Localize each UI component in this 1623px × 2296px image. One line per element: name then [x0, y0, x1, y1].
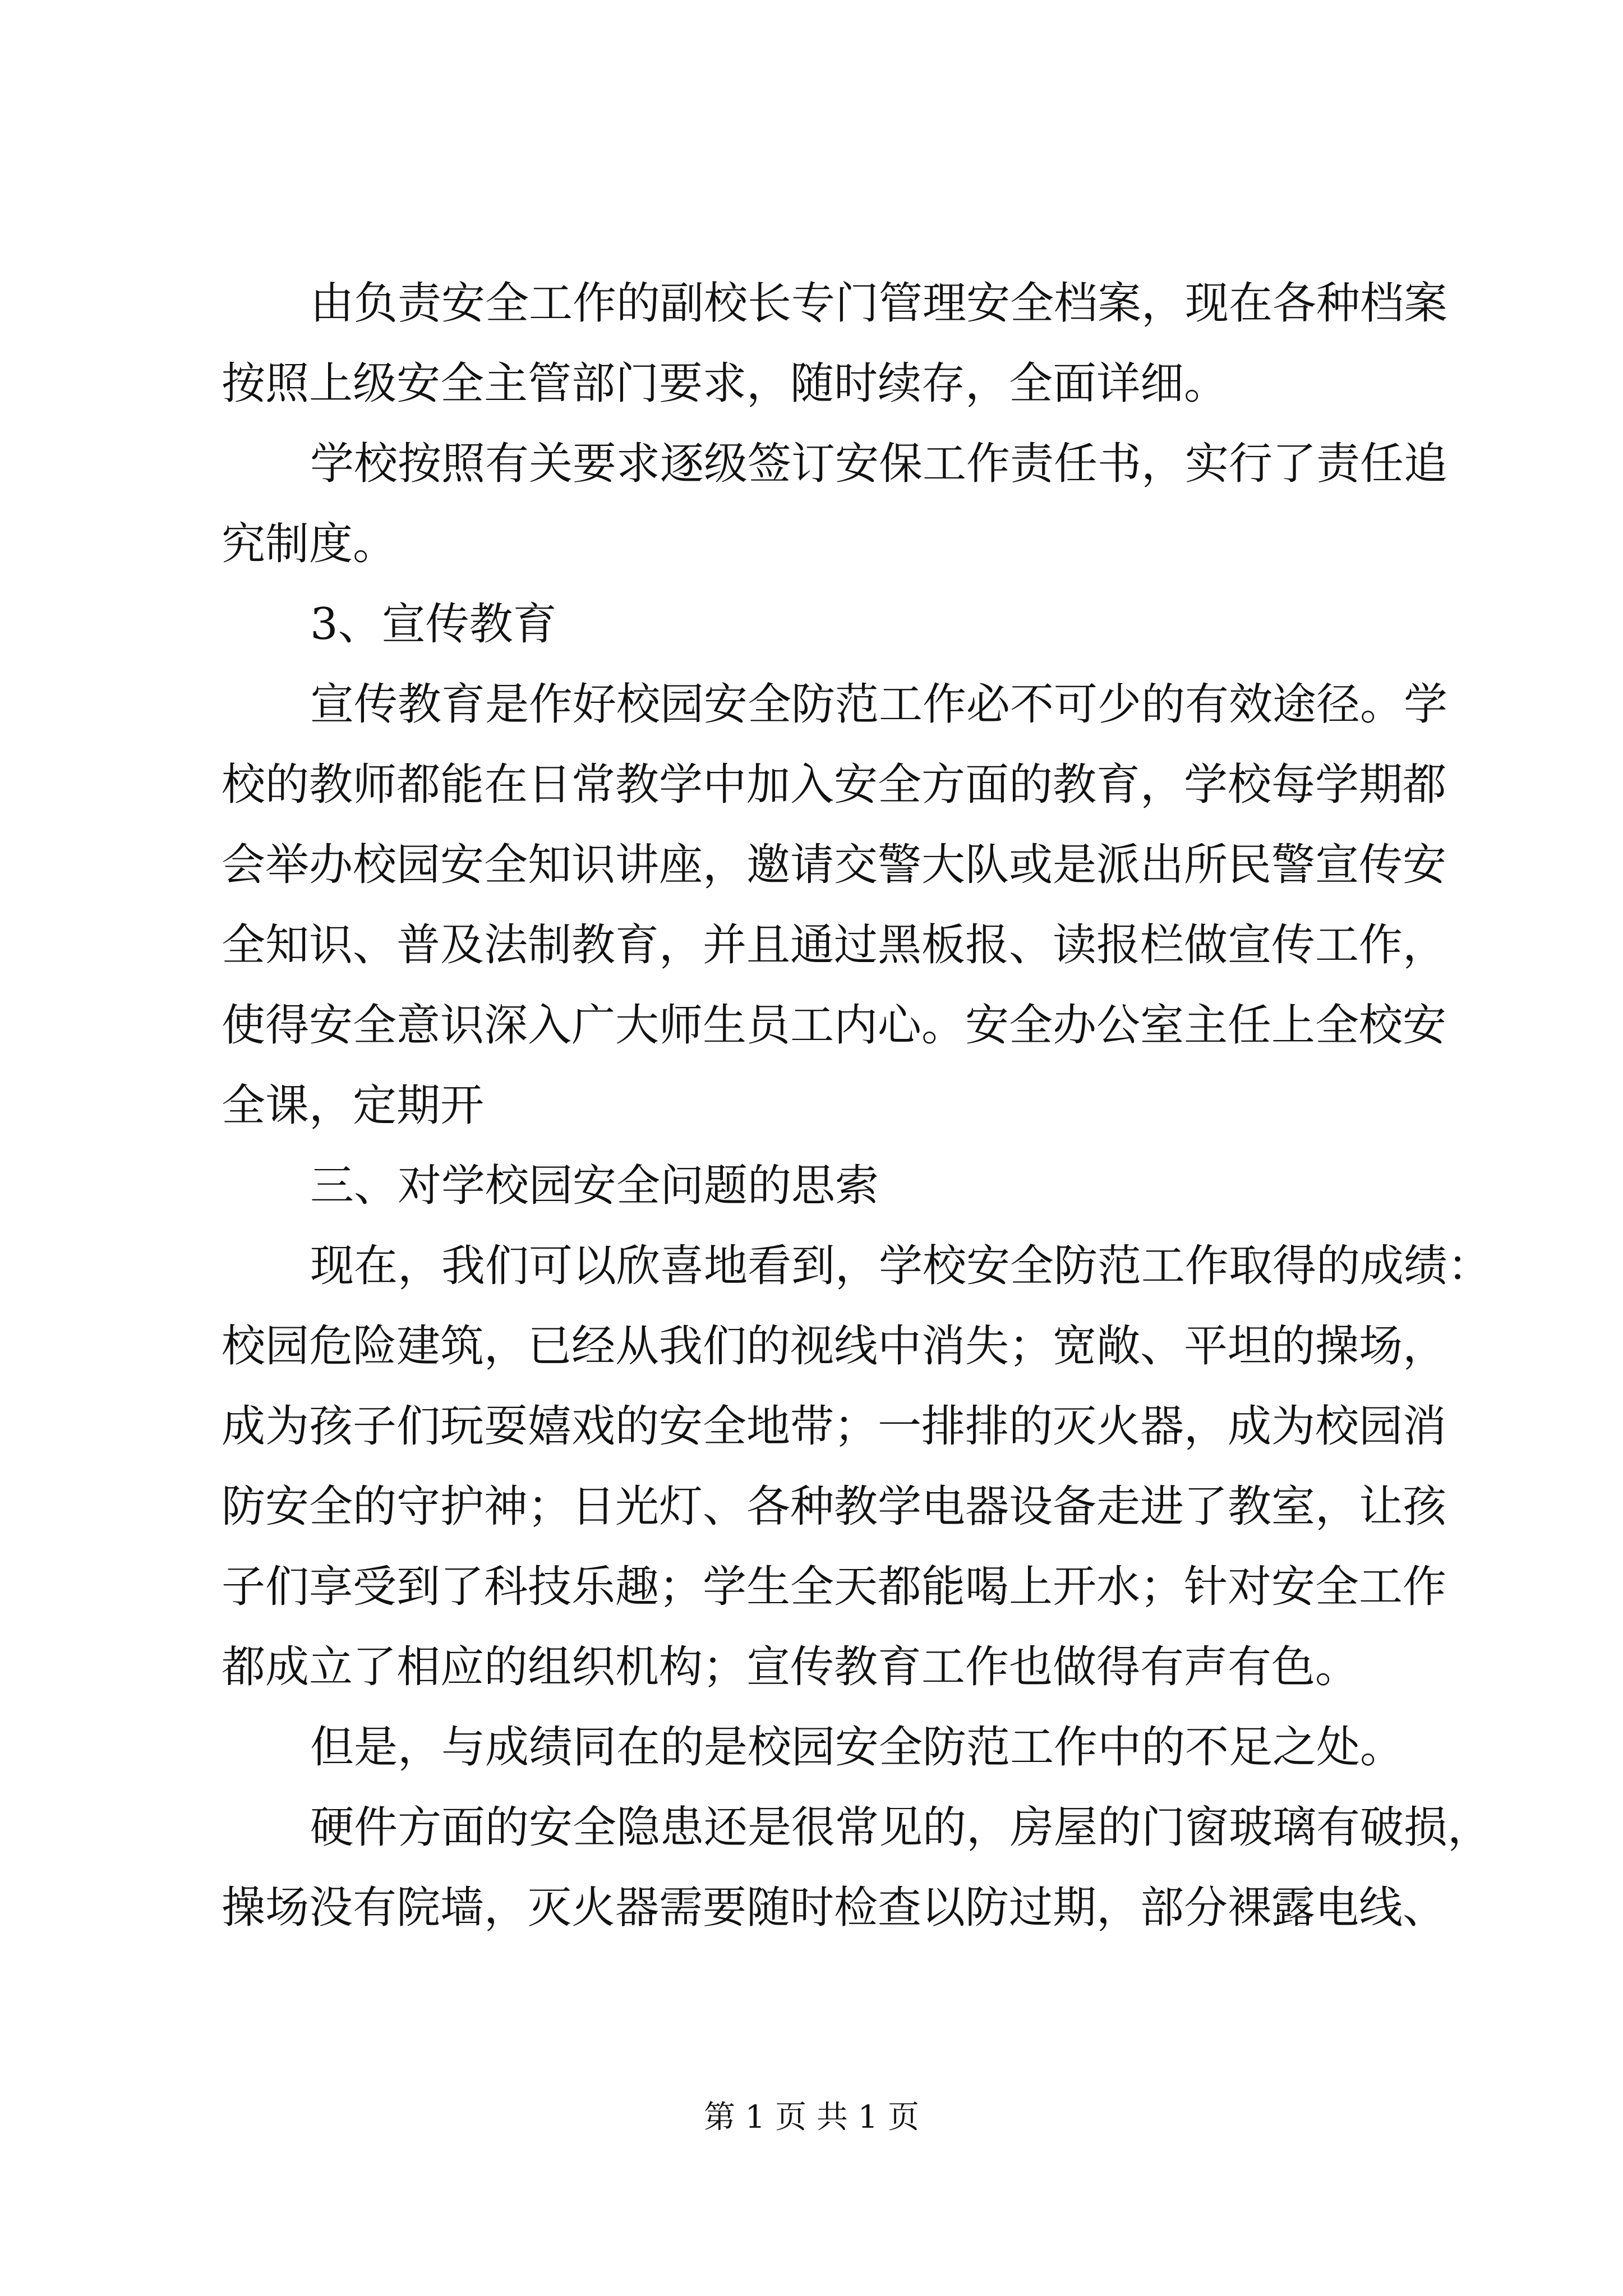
text-line: 宣传教育是作好校园安全防范工作必不可少的有效途径。学 [310, 679, 1448, 730]
text-line: 校园危险建筑，已经从我们的视线中消失；宽敞、平坦的操场， [222, 1321, 1447, 1372]
text-line: 究制度。 [222, 519, 397, 569]
text-line: 3、宣传教育 [310, 599, 557, 650]
text-line: 操场没有院墙，灭火器需要随时检查以防过期，部分裸露电线、 [222, 1883, 1447, 1933]
text-line: 子们享受到了科技乐趣；学生全天都能喝上开水；针对安全工作 [222, 1562, 1447, 1612]
text-line: 全知识、普及法制教育，并且通过黑板报、读报栏做宣传工作， [222, 920, 1447, 970]
text-line: 防安全的守护神；日光灯、各种教学电器设备走进了教室，让孩 [222, 1481, 1447, 1532]
text-line: 学校按照有关要求逐级签订安保工作责任书，实行了责任追 [310, 439, 1448, 489]
text-line: 使得安全意识深入广大师生员工内心。安全办公室主任上全校安 [222, 1000, 1447, 1051]
page-footer: 第 1 页 共 1 页 [703, 2099, 920, 2136]
text-line: 都成立了相应的组织机构；宣传教育工作也做得有声有色。 [222, 1642, 1359, 1692]
text-line: 校的教师都能在日常教学中加入安全方面的教育，学校每学期都 [222, 760, 1447, 810]
text-line: 三、对学校园安全问题的思索 [310, 1161, 879, 1211]
text-line: 成为孩子们玩耍嬉戏的安全地带；一排排的灭火器，成为校园消 [222, 1401, 1447, 1452]
text-line: 会举办校园安全知识讲座，邀请交警大队或是派出所民警宣传安 [222, 840, 1447, 890]
text-line: 现在，我们可以欣喜地看到，学校安全防范工作取得的成绩： [310, 1241, 1492, 1291]
text-line: 由负责安全工作的副校长专门管理安全档案，现在各种档案 [310, 278, 1448, 329]
text-line: 按照上级安全主管部门要求，随时续存，全面详细。 [222, 358, 1228, 409]
text-line: 全课，定期开 [222, 1080, 485, 1131]
document-body [222, 264, 1492, 1948]
text-line: 但是，与成绩同在的是校园安全防范工作中的不足之处。 [310, 1722, 1404, 1773]
text-line: 硬件方面的安全隐患还是很常见的，房屋的门窗玻璃有破损， [310, 1802, 1492, 1853]
